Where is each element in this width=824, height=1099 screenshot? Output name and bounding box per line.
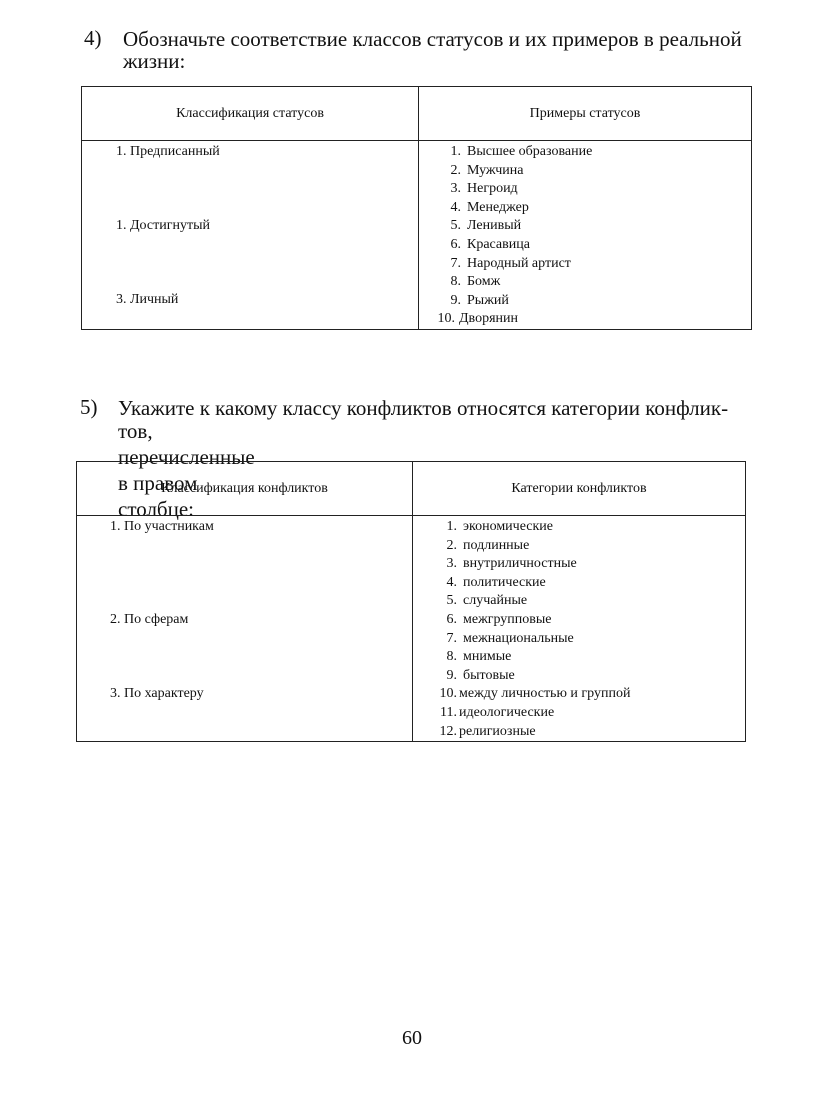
task-5-text-line2: тов, перечисленные в правом столбце:	[118, 419, 255, 521]
list-item	[443, 143, 592, 162]
conflict-classes-cell	[77, 516, 413, 742]
status-examples-cell	[419, 141, 752, 330]
list-item	[439, 555, 630, 574]
item-number: 8.	[450, 274, 461, 290]
item-text: Красавица	[467, 236, 530, 252]
task-5-text-line1: Укажите к какому классу конфликтов относятся категории конфлик-	[118, 396, 729, 420]
item-text: Рыжий	[467, 292, 509, 308]
list-item	[437, 310, 592, 329]
list-item	[443, 162, 592, 181]
status-table-header-classification: Классификация статусов	[82, 87, 419, 141]
item-number: 9.	[450, 292, 461, 308]
item-number: 4.	[450, 199, 461, 215]
item-text: бытовые	[463, 667, 515, 683]
item-number: 9.	[446, 667, 457, 683]
item-number: 3.	[446, 556, 457, 572]
item-number: 10.	[439, 686, 457, 702]
conflict-class-item: 3. По характеру	[110, 686, 204, 701]
item-text: политические	[463, 574, 546, 590]
item-text: подлинные	[463, 537, 530, 553]
status-class-item: 3. Личный	[116, 292, 179, 307]
status-examples-list	[437, 143, 593, 329]
status-table-header-examples: Примеры статусов	[419, 87, 752, 141]
conflict-table-header-categories: Категории конфликтов	[413, 462, 746, 516]
status-class-item: 1. Достигнутый	[116, 218, 210, 233]
list-item	[439, 723, 630, 742]
item-text: мнимые	[463, 649, 512, 665]
item-text: между личностью и группой	[459, 686, 631, 702]
item-number: 10.	[437, 311, 455, 327]
item-text: экономические	[463, 519, 554, 534]
item-text: Негроид	[467, 181, 518, 197]
item-number: 1.	[446, 519, 457, 534]
conflict-class-item: 1. По участникам	[110, 519, 214, 534]
item-number: 5.	[446, 593, 457, 609]
list-item	[439, 518, 630, 537]
item-text: идеологические	[459, 704, 555, 720]
item-number: 12.	[439, 723, 457, 739]
item-number: 2.	[450, 162, 461, 178]
list-item	[443, 199, 592, 218]
list-item	[439, 592, 630, 611]
item-text: Менеджер	[467, 199, 529, 215]
list-item	[443, 292, 592, 311]
item-text: Мужчина	[467, 162, 524, 178]
list-item	[443, 255, 592, 274]
item-number: 3.	[450, 181, 461, 197]
list-item	[443, 180, 592, 199]
task-4-number: 4)	[84, 26, 102, 50]
list-item	[443, 217, 592, 236]
list-item	[443, 273, 592, 292]
list-item	[439, 704, 630, 723]
item-text: внутриличностные	[463, 556, 577, 572]
item-number: 2.	[446, 537, 457, 553]
item-number: 5.	[450, 218, 461, 234]
list-item	[439, 685, 630, 704]
item-text: межнациональные	[463, 630, 574, 646]
item-text: Дворянин	[459, 311, 518, 327]
item-text: случайные	[463, 593, 528, 609]
item-number: 7.	[446, 630, 457, 646]
conflict-categories-cell	[413, 516, 746, 742]
item-number: 6.	[446, 611, 457, 627]
status-classes-cell	[82, 141, 419, 330]
list-item	[439, 574, 630, 593]
list-item	[439, 667, 630, 686]
item-text: Высшее образование	[467, 144, 593, 159]
status-class-item: 1. Предписанный	[116, 144, 220, 159]
task-5-number: 5)	[80, 395, 98, 419]
conflict-table	[76, 461, 746, 742]
item-number: 8.	[446, 649, 457, 665]
list-item	[439, 611, 630, 630]
task-4-text-line2: жизни:	[123, 49, 186, 73]
item-number: 4.	[446, 574, 457, 590]
conflict-table-header-classification: Классификация конфликтов	[77, 462, 413, 516]
conflict-categories-list	[439, 518, 630, 741]
list-item	[439, 648, 630, 667]
item-text: Ленивый	[467, 218, 522, 234]
conflict-class-item: 2. По сферам	[110, 612, 189, 627]
item-text: межгрупповые	[463, 611, 552, 627]
list-item	[439, 537, 630, 556]
task-4-text-line1: Обозначьте соответствие классов статусов и их примеров в реальной	[123, 27, 742, 51]
item-text: религиозные	[459, 723, 536, 739]
item-text: Бомж	[467, 274, 501, 290]
item-number: 6.	[450, 236, 461, 252]
list-item	[439, 630, 630, 649]
item-number: 11.	[440, 704, 457, 720]
status-table	[81, 86, 752, 330]
page-number: 60	[402, 1027, 422, 1049]
item-text: Народный артист	[467, 255, 571, 271]
item-number: 7.	[450, 255, 461, 271]
item-number: 1.	[450, 144, 461, 159]
list-item	[443, 236, 592, 255]
